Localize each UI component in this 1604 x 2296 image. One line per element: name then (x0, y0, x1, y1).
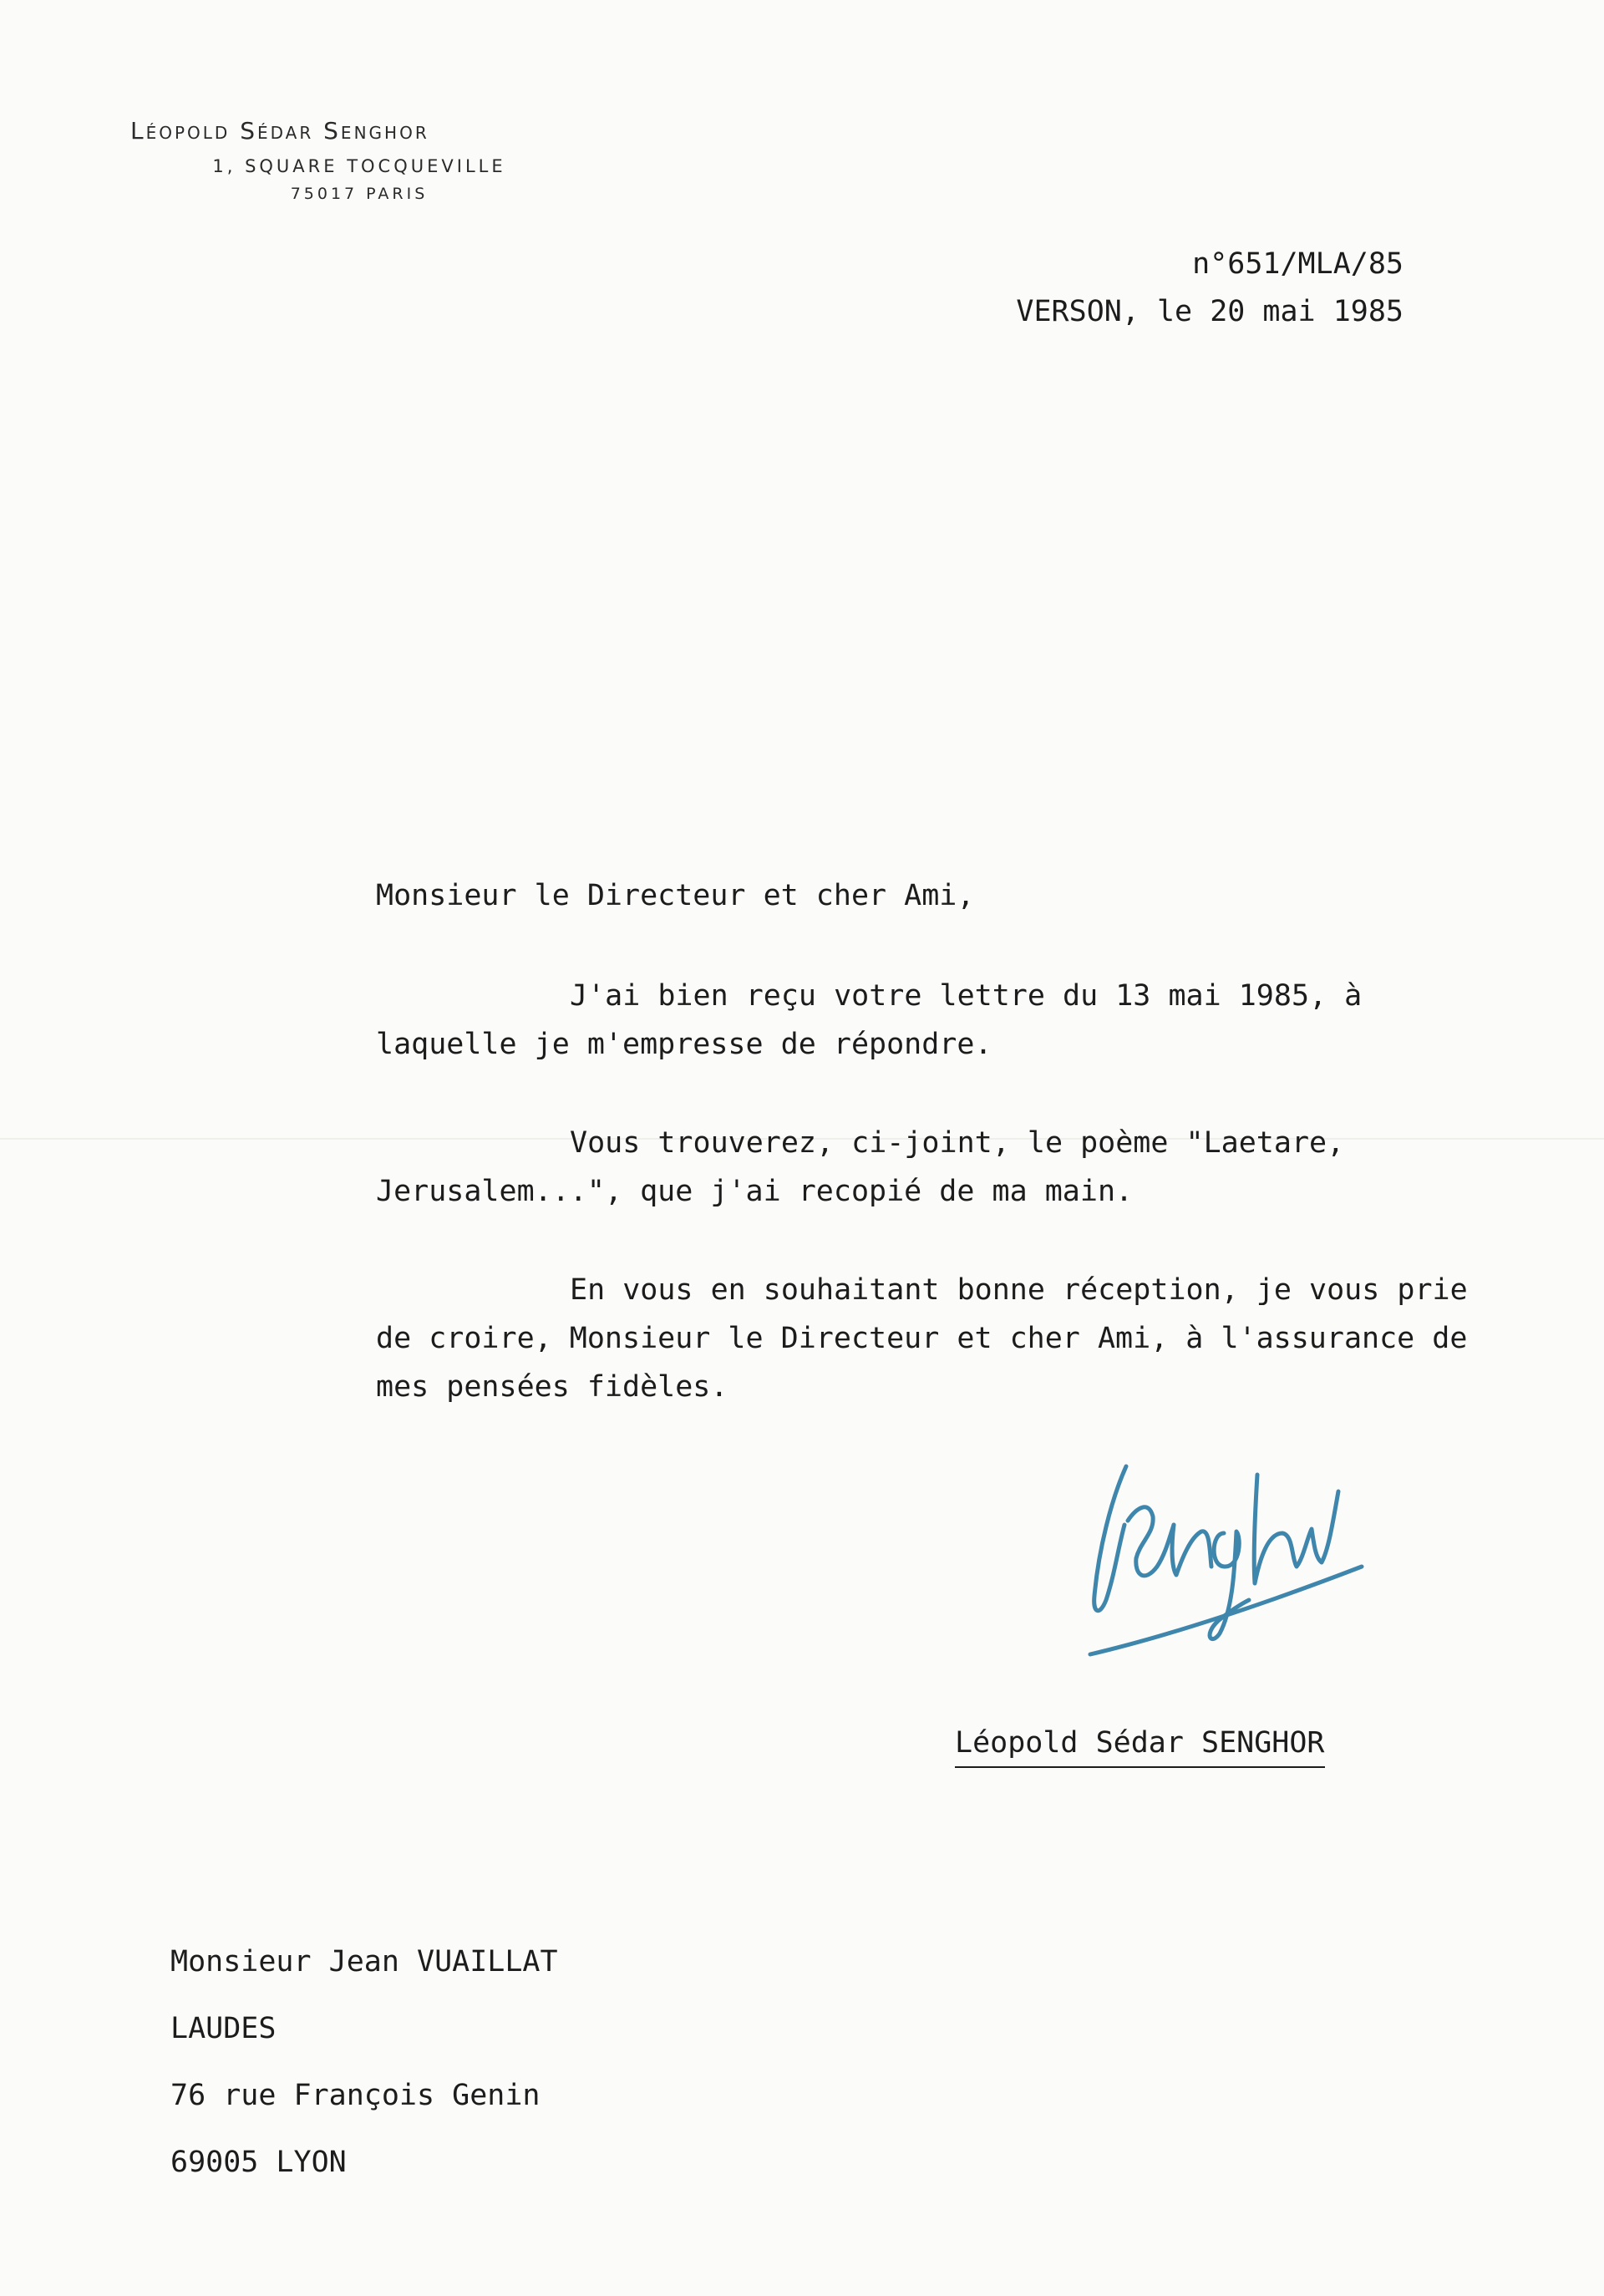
paragraph-3-text: En vous en souhaitant bonne réception, je vous prie de croire, Monsieur le Directeur et cher Ami, à l'assurance de mes pensées fidèles. (376, 1273, 1468, 1404)
signature-stroke-hor (1254, 1475, 1338, 1583)
paragraph-2 (376, 1119, 1487, 1216)
recipient-organization: LAUDES (170, 2012, 277, 2045)
handwritten-signature (1078, 1441, 1378, 1667)
paragraph-1 (376, 972, 1487, 1069)
recipient-street: 76 rue François Genin (170, 2079, 541, 2112)
letter-body (376, 871, 1487, 1461)
paragraph-2-text: Vous trouverez, ci-joint, le poème "Laetare, Jerusalem...", que j'ai recopié de ma main. (376, 1126, 1345, 1208)
signature-stroke-e (1128, 1507, 1174, 1576)
reference-block (1016, 241, 1404, 336)
recipient-name: Monsieur Jean VUAILLAT (170, 1945, 558, 1979)
typed-signature-name: Léopold Sédar SENGHOR (955, 1725, 1325, 1768)
signature-strokes (1090, 1466, 1362, 1654)
place-date: VERSON, le 20 mai 1985 (1016, 295, 1404, 328)
letterhead-name: Léopold Sédar Senghor (130, 117, 429, 145)
recipient-city: 69005 LYON (170, 2146, 347, 2179)
signature-stroke-g (1210, 1532, 1249, 1639)
signature-stroke-s (1094, 1466, 1126, 1611)
reference-number: n°651/MLA/85 (1192, 247, 1404, 281)
paragraph-1-text: J'ai bien reçu votre lettre du 13 mai 1985, à laquelle je m'empresse de répondre. (376, 979, 1363, 1061)
letterhead (125, 117, 660, 203)
signature-stroke-n (1172, 1525, 1211, 1575)
recipient-address (170, 1928, 558, 2196)
letterhead-street: 1, SQUARE TOCQUEVILLE (212, 156, 506, 176)
salutation: Monsieur le Directeur et cher Ami, (376, 879, 975, 912)
paragraph-3 (376, 1266, 1487, 1411)
letterhead-city: 75017 PARIS (290, 185, 429, 203)
